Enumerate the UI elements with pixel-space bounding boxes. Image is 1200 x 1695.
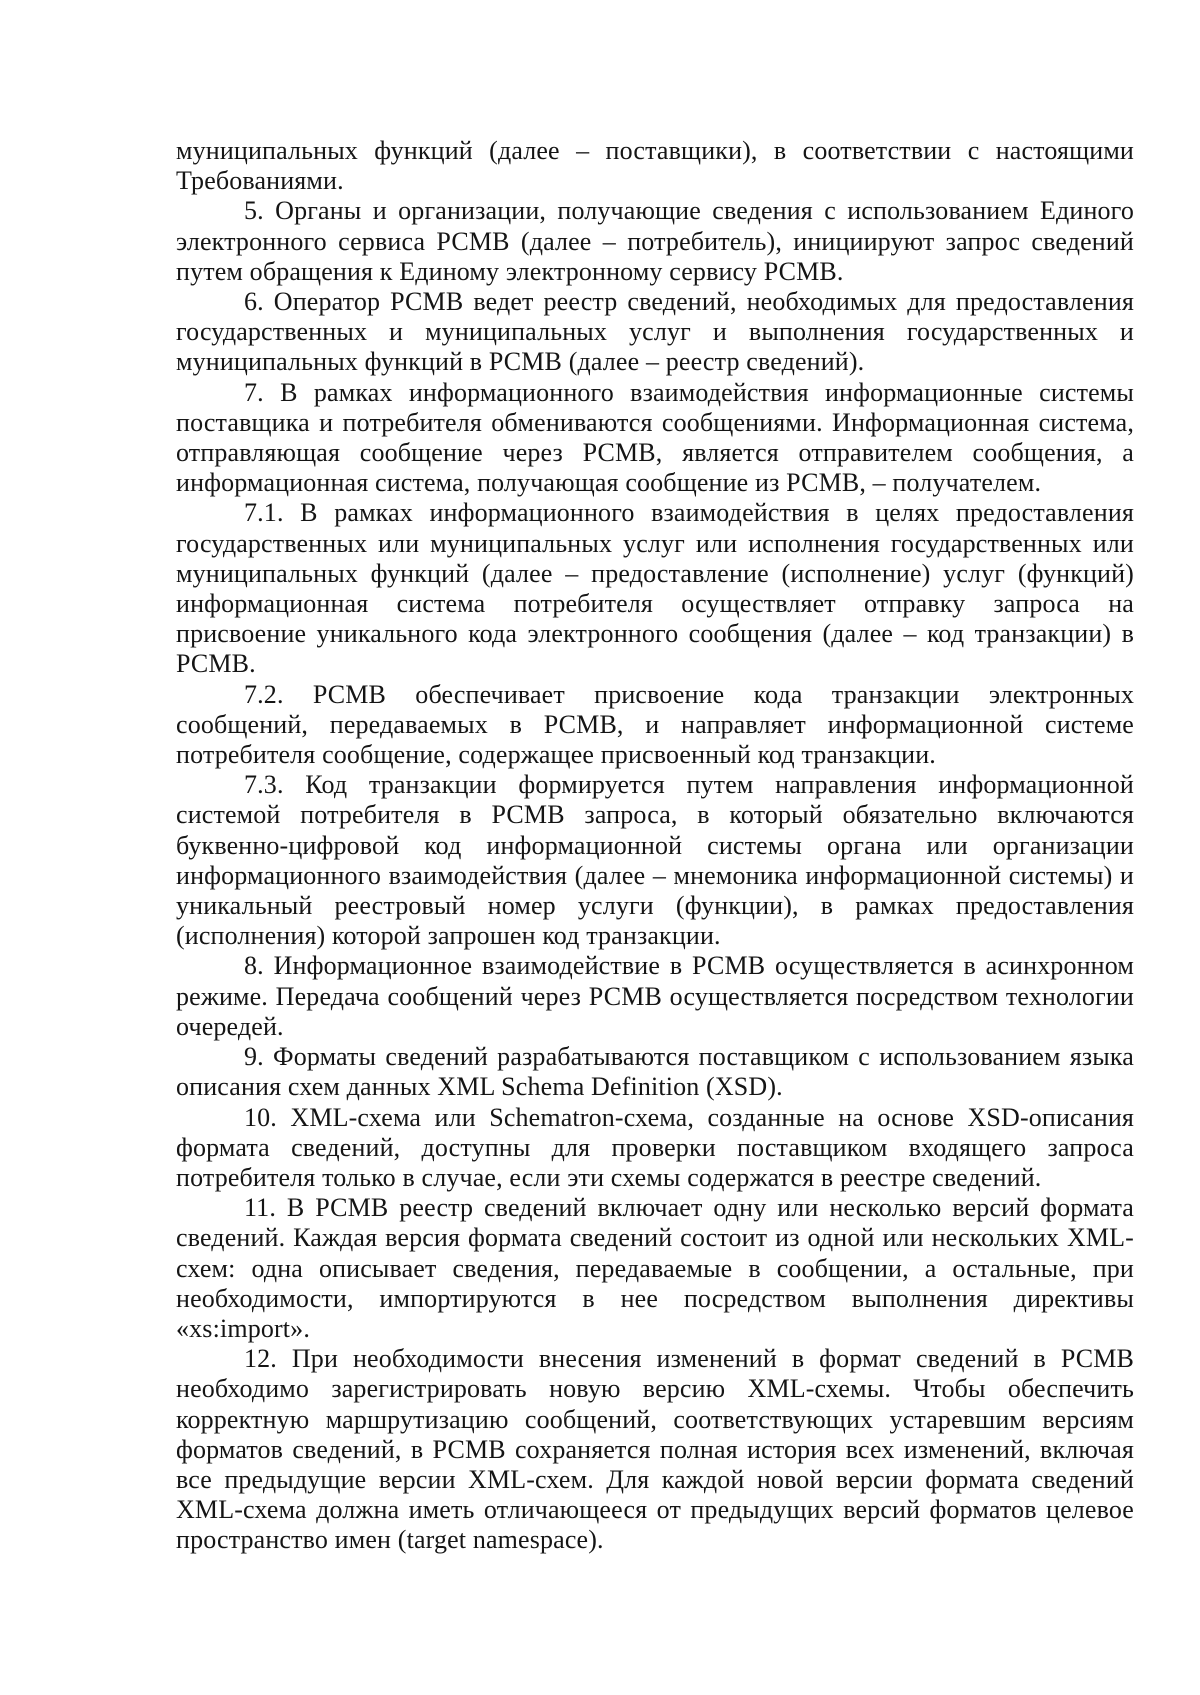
paragraph-7-2: 7.2. РСМВ обеспечивает присвоение кода транзакции электронных сообщений, передаваемых в РСМВ, и направляет информационной системе потребителя сообщение, содержащее присвоенный код транзакции. — [176, 679, 1134, 770]
paragraph-12: 12. При необходимости внесения изменений в формат сведений в РСМВ необходимо зарегистрировать новую версию XML-схемы. Чтобы обеспечить корректную маршрутизацию сообщений, соответствующих устаревшим версиям форматов сведений, в РСМВ сохраняется полная история всех изменений, включая все предыдущие версии XML-схем. Для каждой новой версии формата сведений XML-схема должна иметь отличающееся от предыдущих версий форматов целевое пространство имен (target namespace). — [176, 1344, 1134, 1555]
paragraph-8: 8. Информационное взаимодействие в РСМВ осуществляется в асинхронном режиме. Передача сообщений через РСМВ осуществляется посредством технологии очередей. — [176, 951, 1134, 1041]
paragraph-5: 5. Органы и организации, получающие сведения с использованием Единого электронного сервиса РСМВ (далее – потребитель), инициируют запрос сведений путем обращения к Единому электронному сервису РСМВ. — [176, 196, 1134, 286]
paragraph-9: 9. Форматы сведений разрабатываются поставщиком с использованием языка описания схем данных XML Schema Definition (XSD). — [176, 1042, 1134, 1102]
paragraph-continuation: муниципальных функций (далее – поставщики), в соответствии с настоящими Требованиями. — [176, 136, 1134, 196]
paragraph-7: 7. В рамках информационного взаимодействия информационные системы поставщика и потребителя обмениваются сообщениями. Информационная система, отправляющая сообщение через РСМВ, является отправителем сообщения, а информационная система, получающая сообщение из РСМВ, – получателем. — [176, 377, 1134, 498]
paragraph-10: 10. XML-схема или Schematron-схема, созданные на основе XSD-описания формата сведений, доступны для проверки поставщиком входящего запроса потребителя только в случае, если эти схемы содержатся в реестре сведений. — [176, 1102, 1134, 1192]
paragraph-11: 11. В РСМВ реестр сведений включает одну или несколько версий формата сведений. Каждая версия формата сведений состоит из одной или нескольких XML-схем: одна описывает сведения, передаваемые в сообщении, а остальные, при необходимости, импортируются в нее посредством выполнения директивы «xs:import». — [176, 1193, 1134, 1343]
paragraph-7-3: 7.3. Код транзакции формируется путем направления информационной системой потребителя в РСМВ запроса, в который обязательно включаются буквенно-цифровой код информационной системы органа или организации информационного взаимодействия (далее – мнемоника информационной системы) и уникальный реестровый номер услуги (функции), в рамках предоставления (исполнения) которой запрошен код транзакции. — [176, 770, 1134, 951]
document-body — [176, 136, 1134, 1556]
paragraph-6: 6. Оператор РСМВ ведет реестр сведений, необходимых для предоставления государственных и муниципальных услуг и выполнения государственных и муниципальных функций в РСМВ (далее – реестр сведений). — [176, 287, 1134, 377]
paragraph-7-1: 7.1. В рамках информационного взаимодействия в целях предоставления государственных или муниципальных услуг или исполнения государственных или муниципальных функций (далее – предоставление (исполнение) услуг (функций) информационная система потребителя осуществляет отправку запроса на присвоение уникального кода электронного сообщения (далее – код транзакции) в РСМВ. — [176, 498, 1134, 679]
